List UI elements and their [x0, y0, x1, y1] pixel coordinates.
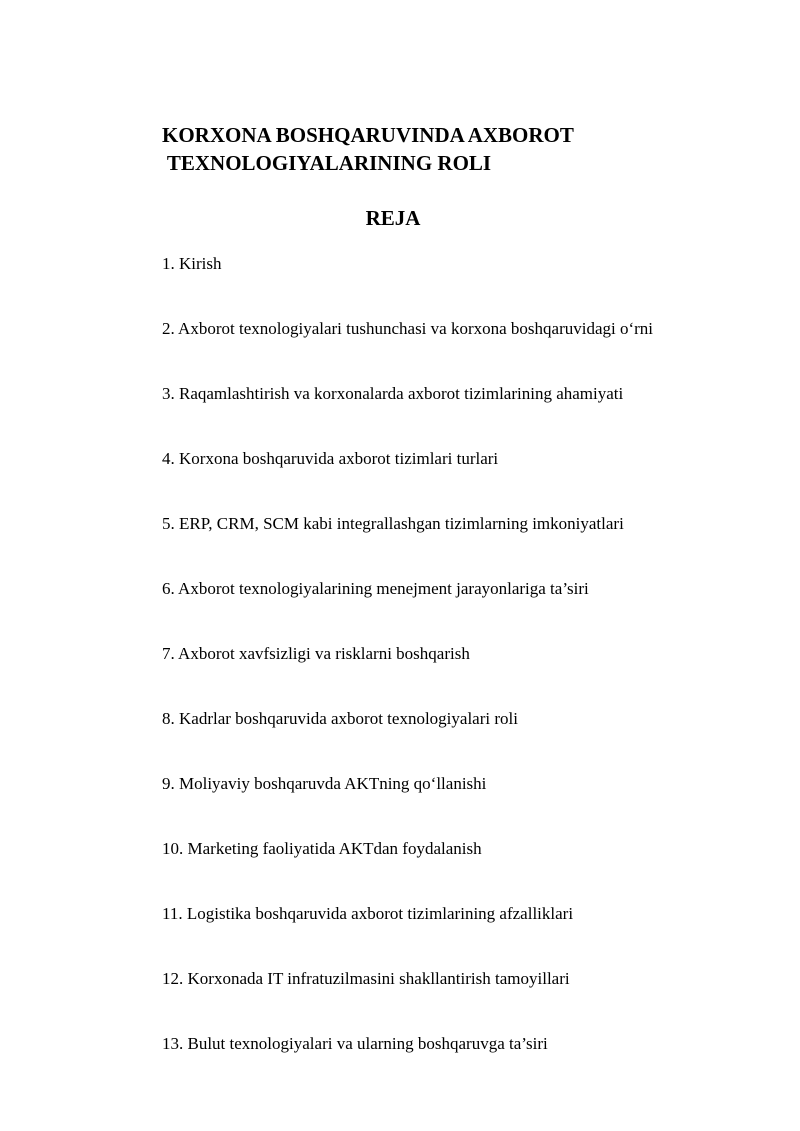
plan-item: 13. Bulut texnologiyalari va ularning boshqaruvga ta’siri: [162, 1034, 548, 1053]
plan-item: 5. ERP, CRM, SCM kabi integrallashgan tizimlarning imkoniyatlari: [162, 514, 624, 533]
plan-item: 9. Moliyaviy boshqaruvda AKTning qo‘llanishi: [162, 774, 487, 793]
plan-item: 1. Kirish: [162, 254, 222, 273]
title-line-2: TEXNOLOGIYALARINING ROLI: [162, 151, 492, 175]
plan-heading: REJA: [365, 206, 421, 230]
plan-item: 8. Kadrlar boshqaruvida axborot texnologiyalari roli: [162, 709, 518, 728]
plan-item: 6. Axborot texnologiyalarining menejment jarayonlariga ta’siri: [162, 579, 589, 598]
plan-item: 12. Korxonada IT infratuzilmasini shakllantirish tamoyillari: [162, 969, 570, 988]
plan-list: [162, 253, 762, 1098]
plan-item: 4. Korxona boshqaruvida axborot tizimlari turlari: [162, 449, 499, 468]
plan-item: 2. Axborot texnologiyalari tushunchasi va korxona boshqaruvidagi o‘rni: [162, 319, 654, 338]
document-title: [162, 121, 722, 177]
plan-item: 3. Raqamlashtirish va korxonalarda axborot tizimlarining ahamiyati: [162, 384, 624, 403]
plan-item: 11. Logistika boshqaruvida axborot tizimlarining afzalliklari: [162, 904, 574, 923]
plan-item: 10. Marketing faoliyatida AKTdan foydalanish: [162, 839, 482, 858]
plan-item: 7. Axborot xavfsizligi va risklarni boshqarish: [162, 644, 470, 663]
title-line-1: KORXONA BOSHQARUVINDA AXBOROT: [162, 123, 574, 147]
